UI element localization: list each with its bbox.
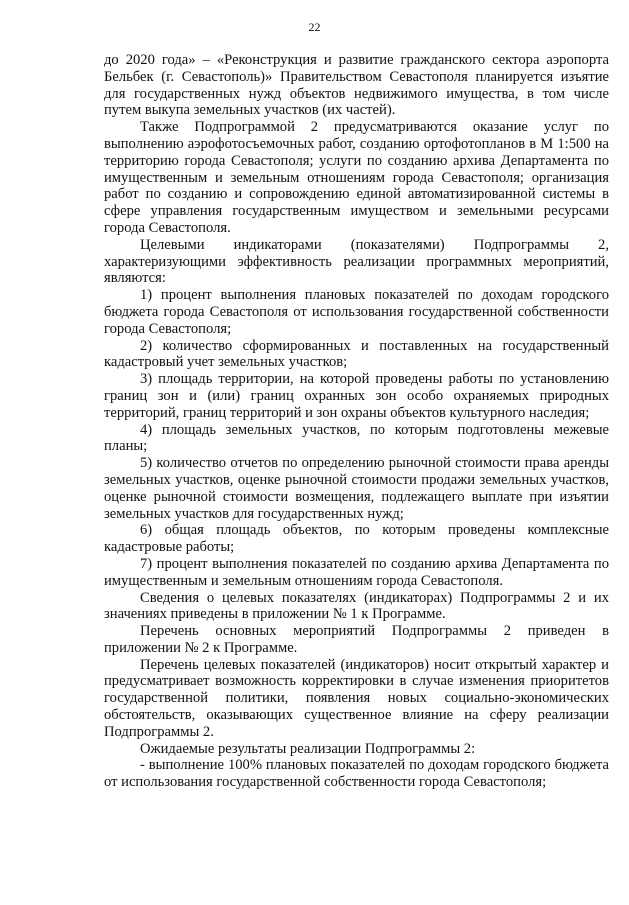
paragraph-continuation: до 2020 года» – «Реконструкция и развитие гражданского сектора аэропорта Бельбек (г. Севастополь)» Правительством Севастополя планируется изъятие для государственных нужд объектов недвижимого имущества, в том числе путем выкупа земельных участков (их частей). xyxy=(104,52,609,119)
list-item: 6) общая площадь объектов, по которым проведены комплексные кадастровые работы; xyxy=(104,522,609,556)
list-item: 4) площадь земельных участков, по которым подготовлены межевые планы; xyxy=(104,421,609,455)
list-item: 2) количество сформированных и поставленных на государственный кадастровый учет земельных участков; xyxy=(104,337,609,371)
paragraph: Также Подпрограммой 2 предусматриваются оказание услуг по выполнению аэрофотосъемочных работ, созданию ортофотопланов в М 1:500 на территорию города Севастополя; услуги по созданию архива Департамента по имущественным и земельным отношениям города Севастополя; организация работ по созданию и сопровождению единой автоматизированной системы в сфере управления государственным имуществом и земельными ресурсами города Севастополя. xyxy=(104,119,609,236)
paragraph: Перечень основных мероприятий Подпрограммы 2 приведен в приложении № 2 к Программе. xyxy=(104,623,609,656)
paragraph: Сведения о целевых показателях (индикаторах) Подпрограммы 2 и их значениях приведены в приложении № 1 к Программе. xyxy=(104,589,609,623)
list-item: 3) площадь территории, на которой проведены работы по установлению границ зон и (или) границ охранных зон особо охраняемых природных территорий, границ территорий и зон охраны объектов культурного наследия; xyxy=(104,371,609,421)
list-item: 1) процент выполнения плановых показателей по доходам городского бюджета города Севастополя от использования государственной собственности города Севастополя; xyxy=(104,287,609,337)
list-item: - выполнение 100% плановых показателей по доходам городского бюджета от использования государственной собственности города Севастополя; xyxy=(104,757,609,791)
document-body xyxy=(104,52,609,791)
paragraph: Перечень целевых показателей (индикаторов) носит открытый характер и предусматривает возможность корректировки в случае изменения приоритетов государственной политики, появления новых социально-экономических обстоятельств, оказывающих существенное влияние на сферу реализации Подпрограммы 2. xyxy=(104,656,609,740)
page-number: 22 xyxy=(308,20,321,34)
paragraph: Целевыми индикаторами (показателями) Подпрограммы 2, характеризующими эффективность реализации программных мероприятий, являются: xyxy=(104,236,609,287)
list-item: 5) количество отчетов по определению рыночной стоимости права аренды земельных участков, оценке рыночной стоимости продажи земельных участков, оценке рыночной стоимости возмещения, подлежащего выплате при изъятии земельных участков для государственных нужд; xyxy=(104,455,609,522)
list-item: 7) процент выполнения показателей по созданию архива Департамента по имущественным и земельным отношениям города Севастополя. xyxy=(104,555,609,589)
paragraph: Ожидаемые результаты реализации Подпрограммы 2: xyxy=(140,740,476,757)
